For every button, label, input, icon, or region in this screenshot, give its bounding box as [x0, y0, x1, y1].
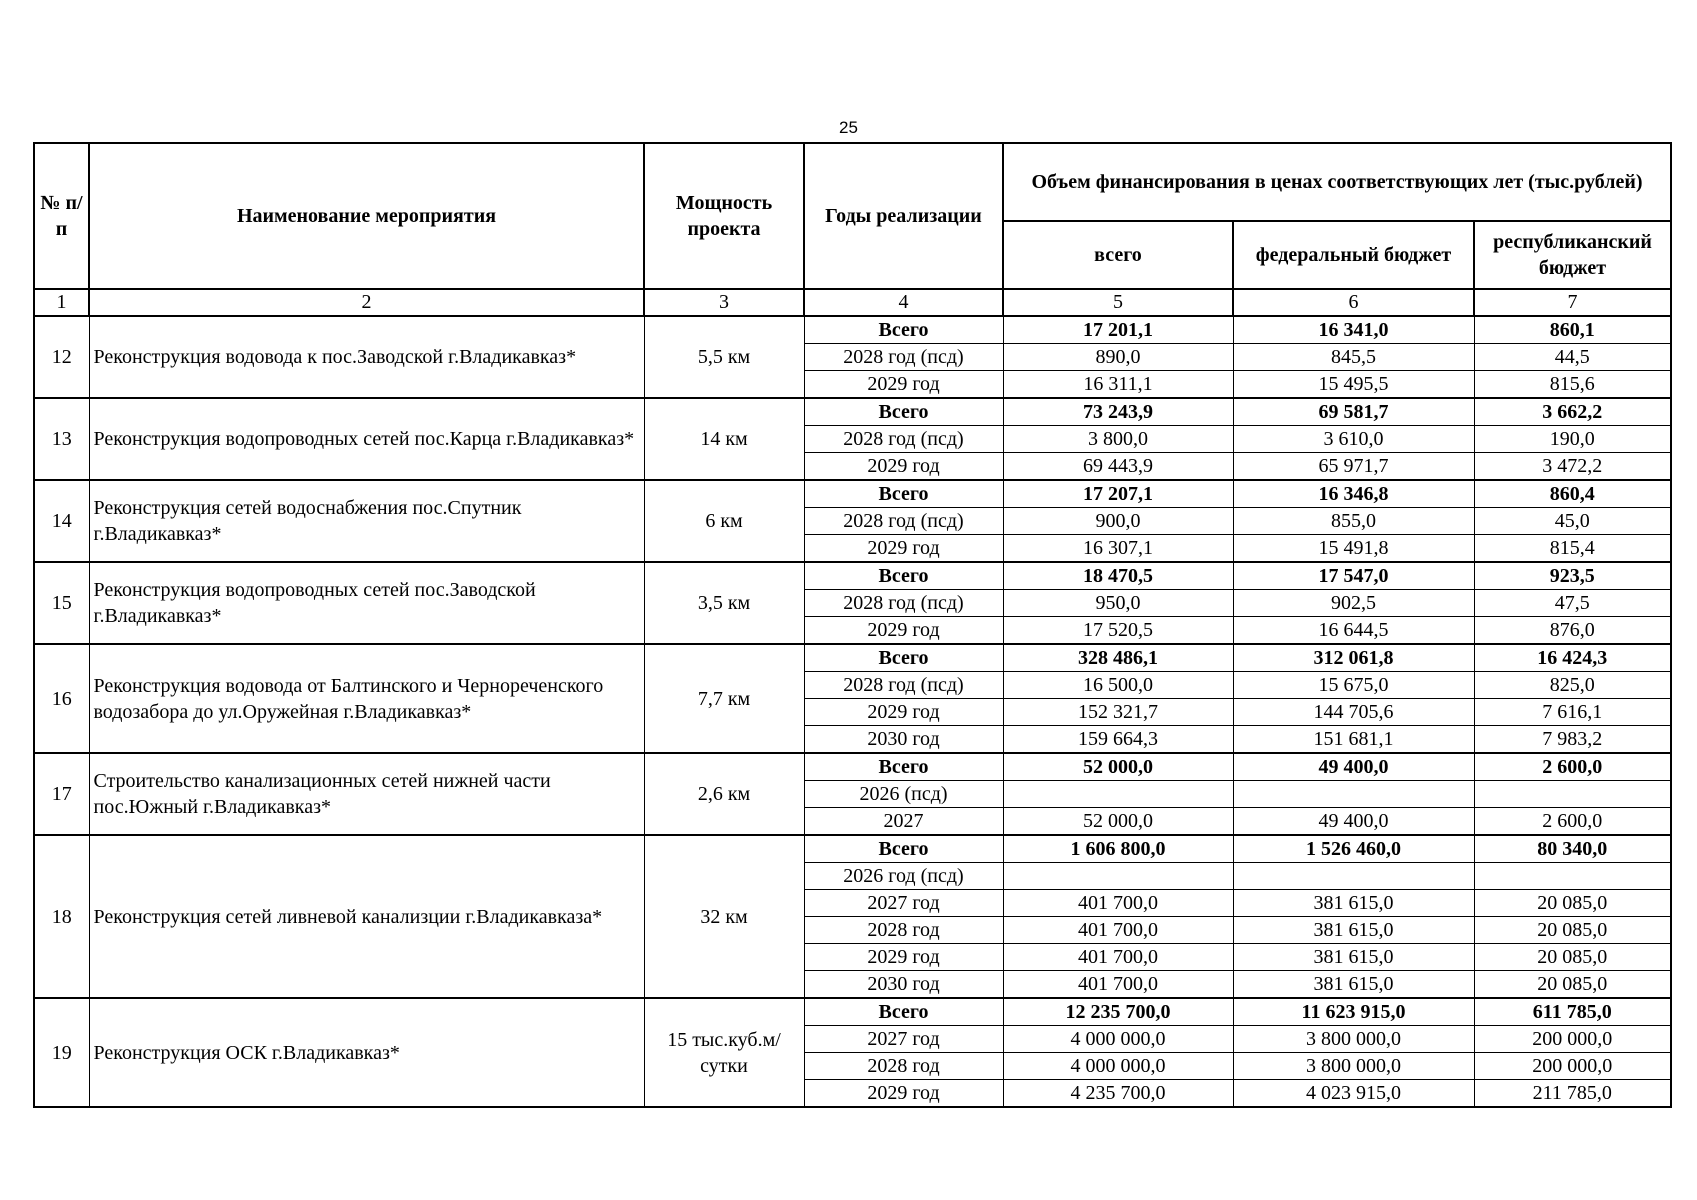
- row-year: 2030 год: [804, 726, 1003, 754]
- row-republic: 20 085,0: [1474, 944, 1671, 971]
- row-year: Всего: [804, 562, 1003, 590]
- project-name: Реконструкция водовода к пос.Заводской г.Владикавказ*: [89, 316, 644, 398]
- row-total: 900,0: [1003, 508, 1233, 535]
- project-number: 15: [34, 562, 89, 644]
- row-federal: 1 526 460,0: [1233, 835, 1474, 863]
- row-federal: 381 615,0: [1233, 917, 1474, 944]
- project-group: [34, 835, 1671, 998]
- row-federal: 15 495,5: [1233, 371, 1474, 399]
- project-capacity: 2,6 км: [644, 753, 804, 835]
- table-row: [34, 398, 1671, 426]
- row-federal: 3 610,0: [1233, 426, 1474, 453]
- row-federal: [1233, 781, 1474, 808]
- row-federal: 69 581,7: [1233, 398, 1474, 426]
- project-group: [34, 644, 1671, 753]
- row-total: 4 000 000,0: [1003, 1026, 1233, 1053]
- row-federal: 4 023 915,0: [1233, 1080, 1474, 1108]
- project-group: [34, 562, 1671, 644]
- row-total: 17 201,1: [1003, 316, 1233, 344]
- row-year: 2029 год: [804, 371, 1003, 399]
- project-group: [34, 316, 1671, 398]
- row-republic: 200 000,0: [1474, 1053, 1671, 1080]
- row-total: 890,0: [1003, 344, 1233, 371]
- row-total: 73 243,9: [1003, 398, 1233, 426]
- table-row: [34, 998, 1671, 1026]
- column-number: 4: [804, 289, 1003, 316]
- page-number: 25: [839, 118, 858, 137]
- row-total: 12 235 700,0: [1003, 998, 1233, 1026]
- row-year: 2029 год: [804, 535, 1003, 563]
- table-row: [34, 562, 1671, 590]
- row-total: 159 664,3: [1003, 726, 1233, 754]
- project-capacity: 14 км: [644, 398, 804, 480]
- row-total: 401 700,0: [1003, 944, 1233, 971]
- row-federal: 381 615,0: [1233, 971, 1474, 999]
- column-number: 6: [1233, 289, 1474, 316]
- project-group: [34, 480, 1671, 562]
- row-federal: 3 800 000,0: [1233, 1053, 1474, 1080]
- project-capacity: 15 тыс.куб.м/сутки: [644, 998, 804, 1107]
- row-year: 2028 год (псд): [804, 426, 1003, 453]
- row-year: Всего: [804, 316, 1003, 344]
- row-total: 16 311,1: [1003, 371, 1233, 399]
- row-republic: 860,1: [1474, 316, 1671, 344]
- row-republic: 3 662,2: [1474, 398, 1671, 426]
- row-year: 2028 год (псд): [804, 344, 1003, 371]
- row-federal: 381 615,0: [1233, 944, 1474, 971]
- row-republic: 2 600,0: [1474, 753, 1671, 781]
- project-name: Реконструкция водовода от Балтинского и Чернореченского водозабора до ул.Оружейная г.Владикавказ*: [89, 644, 644, 753]
- row-federal: 144 705,6: [1233, 699, 1474, 726]
- column-number: 3: [644, 289, 804, 316]
- row-total: [1003, 781, 1233, 808]
- row-total: 401 700,0: [1003, 890, 1233, 917]
- project-number: 16: [34, 644, 89, 753]
- row-year: 2029 год: [804, 699, 1003, 726]
- row-republic: 7 616,1: [1474, 699, 1671, 726]
- project-group: [34, 753, 1671, 835]
- row-year: 2027 год: [804, 890, 1003, 917]
- row-federal: 312 061,8: [1233, 644, 1474, 672]
- row-total: 4 000 000,0: [1003, 1053, 1233, 1080]
- row-year: 2026 год (псд): [804, 863, 1003, 890]
- row-republic: 16 424,3: [1474, 644, 1671, 672]
- header-num: № п/п: [34, 143, 89, 289]
- project-number: 13: [34, 398, 89, 480]
- row-republic: [1474, 781, 1671, 808]
- row-republic: 47,5: [1474, 590, 1671, 617]
- row-total: 69 443,9: [1003, 453, 1233, 481]
- funding-table: [33, 142, 1672, 1108]
- row-year: 2028 год: [804, 917, 1003, 944]
- column-number: 7: [1474, 289, 1671, 316]
- table-row: [34, 316, 1671, 344]
- row-federal: 381 615,0: [1233, 890, 1474, 917]
- row-year: Всего: [804, 398, 1003, 426]
- row-republic: [1474, 863, 1671, 890]
- row-year: 2030 год: [804, 971, 1003, 999]
- row-federal: 11 623 915,0: [1233, 998, 1474, 1026]
- project-number: 19: [34, 998, 89, 1107]
- table-row: [34, 480, 1671, 508]
- row-total: [1003, 863, 1233, 890]
- row-year: Всего: [804, 998, 1003, 1026]
- project-number: 18: [34, 835, 89, 998]
- row-federal: 65 971,7: [1233, 453, 1474, 481]
- table-row: [34, 644, 1671, 672]
- project-capacity: 32 км: [644, 835, 804, 998]
- row-federal: [1233, 863, 1474, 890]
- row-republic: 611 785,0: [1474, 998, 1671, 1026]
- project-name: Реконструкция сетей водоснабжения пос.Спутник г.Владикавказ*: [89, 480, 644, 562]
- project-capacity: 3,5 км: [644, 562, 804, 644]
- row-republic: 2 600,0: [1474, 808, 1671, 836]
- row-republic: 876,0: [1474, 617, 1671, 645]
- row-federal: 3 800 000,0: [1233, 1026, 1474, 1053]
- header-capacity: Мощность проекта: [644, 143, 804, 289]
- row-total: 401 700,0: [1003, 917, 1233, 944]
- row-federal: 16 341,0: [1233, 316, 1474, 344]
- project-name: Реконструкция ОСК г.Владикавказ*: [89, 998, 644, 1107]
- header-republic: республиканский бюджет: [1474, 221, 1671, 289]
- row-republic: 20 085,0: [1474, 890, 1671, 917]
- header-total: всего: [1003, 221, 1233, 289]
- column-number: 2: [89, 289, 644, 316]
- row-republic: 190,0: [1474, 426, 1671, 453]
- row-republic: 815,4: [1474, 535, 1671, 563]
- row-republic: 7 983,2: [1474, 726, 1671, 754]
- row-federal: 902,5: [1233, 590, 1474, 617]
- row-year: Всего: [804, 835, 1003, 863]
- row-total: 401 700,0: [1003, 971, 1233, 999]
- row-federal: 49 400,0: [1233, 808, 1474, 836]
- table-row: [34, 835, 1671, 863]
- project-group: [34, 398, 1671, 480]
- row-republic: 44,5: [1474, 344, 1671, 371]
- row-year: 2029 год: [804, 453, 1003, 481]
- row-republic: 200 000,0: [1474, 1026, 1671, 1053]
- project-capacity: 6 км: [644, 480, 804, 562]
- project-name: Реконструкция сетей ливневой канализции г.Владикавказа*: [89, 835, 644, 998]
- row-total: 16 307,1: [1003, 535, 1233, 563]
- row-year: 2028 год (псд): [804, 590, 1003, 617]
- row-year: 2027: [804, 808, 1003, 836]
- row-republic: 20 085,0: [1474, 971, 1671, 999]
- project-capacity: 5,5 км: [644, 316, 804, 398]
- table-row: [34, 753, 1671, 781]
- project-number: 12: [34, 316, 89, 398]
- row-republic: 860,4: [1474, 480, 1671, 508]
- row-republic: 923,5: [1474, 562, 1671, 590]
- project-group: [34, 998, 1671, 1107]
- header-name: Наименование мероприятия: [89, 143, 644, 289]
- row-republic: 825,0: [1474, 672, 1671, 699]
- row-republic: 815,6: [1474, 371, 1671, 399]
- row-total: 1 606 800,0: [1003, 835, 1233, 863]
- row-year: 2028 год (псд): [804, 508, 1003, 535]
- row-federal: 15 491,8: [1233, 535, 1474, 563]
- row-total: 950,0: [1003, 590, 1233, 617]
- row-federal: 151 681,1: [1233, 726, 1474, 754]
- row-federal: 17 547,0: [1233, 562, 1474, 590]
- row-total: 17 207,1: [1003, 480, 1233, 508]
- column-number: 1: [34, 289, 89, 316]
- row-year: 2027 год: [804, 1026, 1003, 1053]
- row-federal: 15 675,0: [1233, 672, 1474, 699]
- row-federal: 16 644,5: [1233, 617, 1474, 645]
- row-federal: 16 346,8: [1233, 480, 1474, 508]
- row-republic: 211 785,0: [1474, 1080, 1671, 1108]
- row-total: 3 800,0: [1003, 426, 1233, 453]
- row-total: 152 321,7: [1003, 699, 1233, 726]
- row-total: 16 500,0: [1003, 672, 1233, 699]
- column-number: 5: [1003, 289, 1233, 316]
- row-federal: 49 400,0: [1233, 753, 1474, 781]
- row-federal: 855,0: [1233, 508, 1474, 535]
- row-total: 328 486,1: [1003, 644, 1233, 672]
- project-name: Строительство канализационных сетей нижней части пос.Южный г.Владикавказ*: [89, 753, 644, 835]
- project-capacity: 7,7 км: [644, 644, 804, 753]
- header-federal: федеральный бюджет: [1233, 221, 1474, 289]
- header-years: Годы реализации: [804, 143, 1003, 289]
- row-total: 18 470,5: [1003, 562, 1233, 590]
- project-number: 17: [34, 753, 89, 835]
- project-number: 14: [34, 480, 89, 562]
- row-year: 2028 год: [804, 1053, 1003, 1080]
- row-year: 2029 год: [804, 944, 1003, 971]
- row-total: 17 520,5: [1003, 617, 1233, 645]
- row-total: 4 235 700,0: [1003, 1080, 1233, 1108]
- project-name: Реконструкция водопроводных сетей пос.Карца г.Владикавказ*: [89, 398, 644, 480]
- row-total: 52 000,0: [1003, 753, 1233, 781]
- row-year: 2029 год: [804, 617, 1003, 645]
- header-funding: Объем финансирования в ценах соответствующих лет (тыс.рублей): [1003, 143, 1671, 221]
- row-year: Всего: [804, 753, 1003, 781]
- row-total: 52 000,0: [1003, 808, 1233, 836]
- row-republic: 45,0: [1474, 508, 1671, 535]
- project-name: Реконструкция водопроводных сетей пос.Заводской г.Владикавказ*: [89, 562, 644, 644]
- row-year: Всего: [804, 644, 1003, 672]
- row-year: 2026 (псд): [804, 781, 1003, 808]
- row-republic: 20 085,0: [1474, 917, 1671, 944]
- column-number-row: [34, 289, 1671, 316]
- row-year: 2029 год: [804, 1080, 1003, 1108]
- row-republic: 3 472,2: [1474, 453, 1671, 481]
- row-republic: 80 340,0: [1474, 835, 1671, 863]
- row-year: 2028 год (псд): [804, 672, 1003, 699]
- row-year: Всего: [804, 480, 1003, 508]
- row-federal: 845,5: [1233, 344, 1474, 371]
